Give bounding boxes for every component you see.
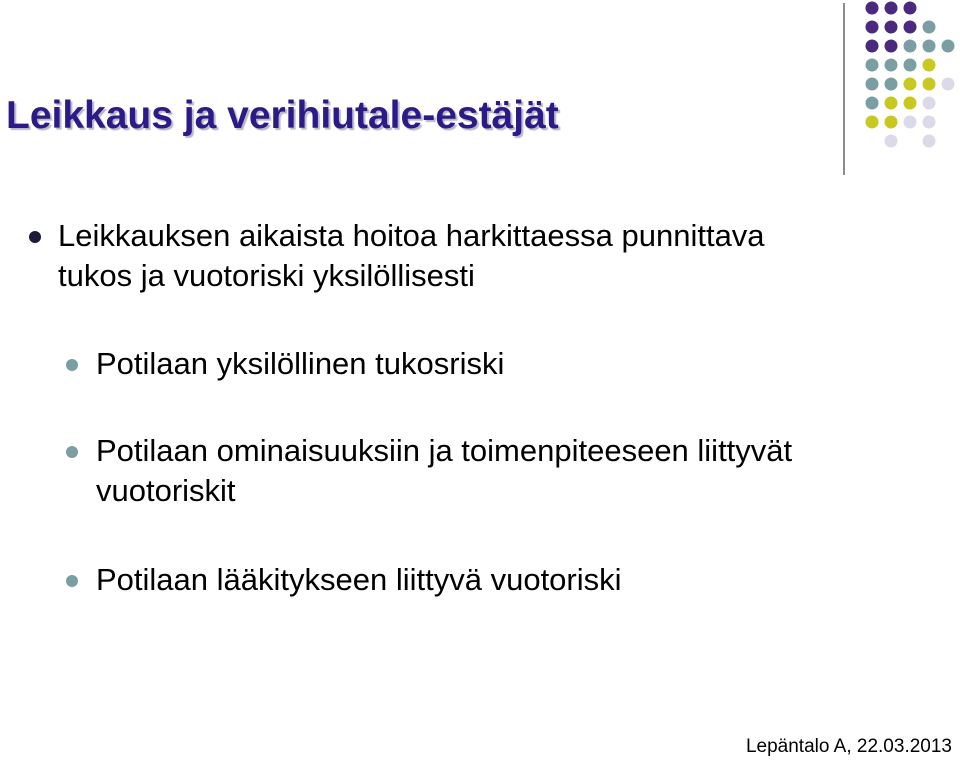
bullet-text-line: Potilaan yksilöllinen tukosriski (96, 346, 505, 381)
bullet-item (58, 216, 765, 296)
decorative-dot (923, 59, 936, 72)
bullet-text-line: Potilaan lääkitykseen liittyvä vuotoriski (96, 562, 622, 597)
decorative-dot (885, 21, 898, 34)
decorative-dot (923, 21, 936, 34)
decorative-dot (866, 2, 879, 15)
decorative-dot (866, 78, 879, 91)
slide-footer: Lepäntalo A, 22.03.2013 (745, 736, 952, 757)
bullet-text-line: vuotoriskit (96, 473, 236, 508)
decorative-dot (866, 97, 879, 110)
sub-bullet-item (96, 431, 792, 511)
decorative-dot (885, 116, 898, 129)
decorative-dot (923, 97, 936, 110)
decorative-dot (904, 78, 917, 91)
decorative-dot (885, 2, 898, 15)
decorative-dot (885, 135, 898, 148)
bullet-marker-icon (66, 575, 78, 587)
decorative-dot (885, 78, 898, 91)
sub-bullet-item (96, 560, 622, 600)
bullet-text-line: tukos ja vuotoriski yksilöllisesti (58, 258, 475, 293)
decorative-dot (866, 40, 879, 53)
bullet-text-line: Leikkauksen aikaista hoitoa harkittaessa punnittava (58, 218, 765, 253)
decorative-dot (904, 97, 917, 110)
decorative-dot (885, 59, 898, 72)
bullet-marker-icon (29, 231, 41, 243)
decorative-dot (904, 2, 917, 15)
bullet-marker-icon (66, 446, 78, 458)
decorative-dot (904, 116, 917, 129)
bullet-marker-icon (66, 359, 78, 371)
sub-bullet-item (96, 344, 504, 384)
slide-title: Leikkaus ja verihiutale-estäjät (6, 94, 559, 137)
decorative-dot (904, 59, 917, 72)
decorative-dot (885, 40, 898, 53)
bullet-text-line: Potilaan ominaisuuksiin ja toimenpiteeseen liittyvät (96, 433, 793, 468)
decorative-dot (904, 40, 917, 53)
decorative-dot (904, 21, 917, 34)
decorative-dot (923, 40, 936, 53)
decorative-dot (866, 21, 879, 34)
decorative-dot (942, 40, 955, 53)
decorative-dot (866, 59, 879, 72)
decorative-dot (923, 78, 936, 91)
decorative-dot (885, 97, 898, 110)
decorative-dot (866, 116, 879, 129)
decorative-dot (942, 78, 955, 91)
decorative-dot (923, 116, 936, 129)
decorative-dot (923, 135, 936, 148)
